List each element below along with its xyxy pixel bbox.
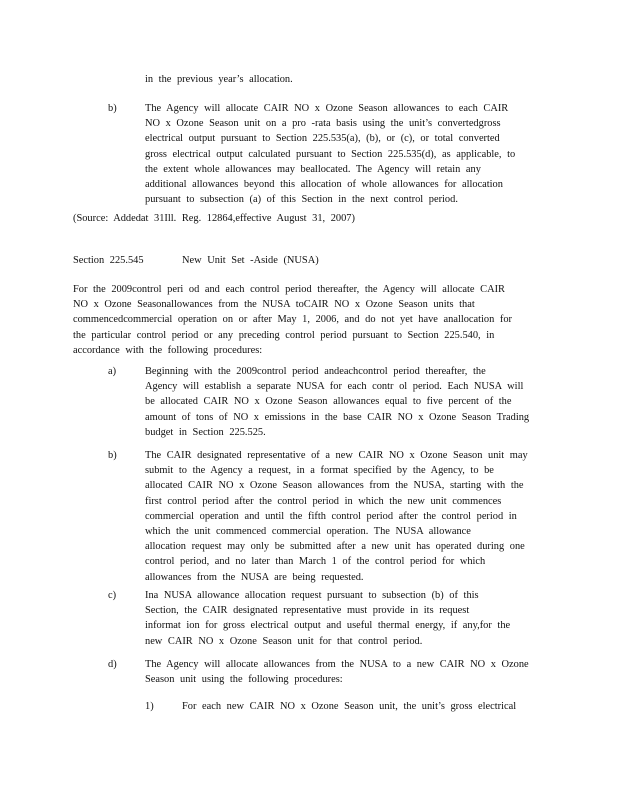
item-b-text: The CAIR designated representative of a new CAIR NO x Ozone Season unit may submit to the Agency a request, in a format specified by the Agency, to be allocated CAIR NO x Ozone Season allowances from the NUSA, starting with the first control period after the control period in which the new unit commences commercial operation and until the fifth control period after the control period in which the unit commenced commercial operation. The NUSA allowance allocation request may only be submitted after a new unit has operated during one control period, and no later than March 1 of the control period for which allowances from the NUSA are being requested.: [145, 450, 528, 583]
section-title: New Unit Set -Aside (NUSA): [182, 255, 319, 266]
item-b-label-prev: b): [108, 103, 117, 114]
item-b-label: b): [108, 450, 117, 461]
section-number: Section 225.545: [73, 255, 144, 266]
section-intro-paragraph: For the 2009control peri od and each control period thereafter, the Agency will allocate CAIR NO x Ozone Seasonallowances from the NUSA toCAIR NO x Ozone Season units that commencedcommercial operation on or after May 1, 2006, and do not yet have anallocation for the particular control period or any preceding control period pursuant to Section 225.540, in accordance with the following procedures:: [73, 284, 513, 356]
item-d-label: d): [108, 659, 117, 670]
source-note: (Source: Addedat 31Ill. Reg. 12864,effective August 31, 2007): [73, 213, 355, 224]
item-a-text: Beginning with the 2009control period andeachcontrol period thereafter, the Agency will establish a separate NUSA for each contr ol period. Each NUSA will be allocated CAIR NO x Ozone Season allowances equal to five percent of the amount of tons of NO x emissions in the base CAIR NO x Ozone Season Trading budget in Section 225.525.: [145, 366, 530, 438]
item-c-label: c): [108, 590, 117, 601]
item-d-text: The Agency will allocate allowances from the NUSA to a new CAIR NO x Ozone Season unit using the following procedures:: [145, 659, 529, 686]
subitem-1-text: For each new CAIR NO x Ozone Season unit, the unit’s gross electrical: [182, 701, 517, 712]
item-b-text-prev: The Agency will allocate CAIR NO x Ozone Season allowances to each CAIR NO x Ozone Season unit on a pro -rata basis using the unit’s convertedgross electrical output pursuant to Section 225.535(a), (b), or (c), or total converted gross electrical output calculated pursuant to Section 225.535(d), as applicable, to the extent whole allowances may beallocated. The Agency will retain any additional allowances beyond this allocation of whole allowances for allocation pursuant to subsection (a) of this Section in the next control period.: [145, 103, 516, 206]
subitem-1-label: 1): [145, 701, 154, 712]
item-a-label: a): [108, 366, 117, 377]
item-c-text: Ina NUSA allowance allocation request pursuant to subsection (b) of this Section, the CAIR designated representative must provide in its request informat ion for gross electrical output and useful thermal energy, if any,for the new CAIR NO x Ozone Season unit for that control period.: [145, 590, 511, 647]
intro-continuation-line: in the previous year’s allocation.: [145, 74, 293, 85]
